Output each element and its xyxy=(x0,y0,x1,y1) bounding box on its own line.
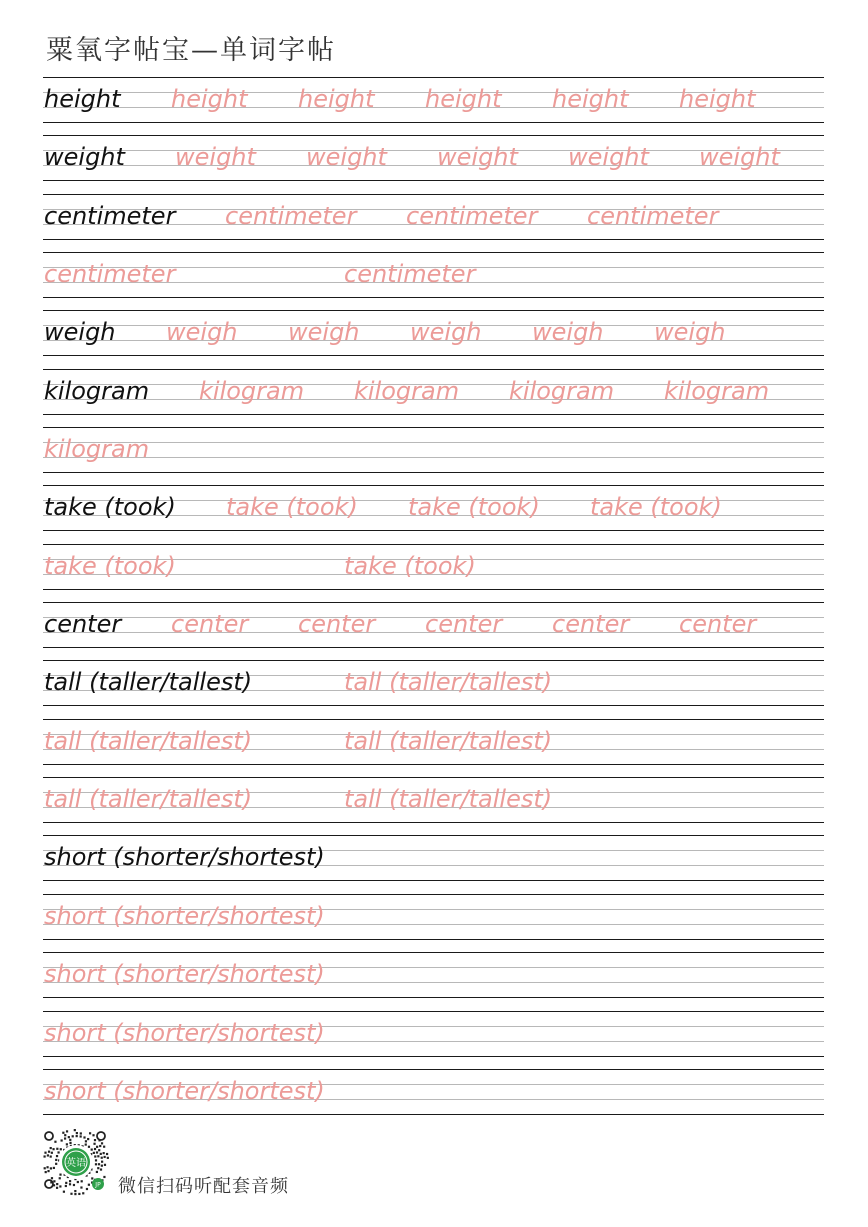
row-words xyxy=(44,140,824,174)
row-words xyxy=(44,490,824,524)
qr-dot xyxy=(64,1134,66,1136)
qr-dot xyxy=(80,1132,82,1134)
qr-dot xyxy=(56,1183,58,1185)
model-word: short (shorter/shortest) xyxy=(44,843,325,872)
trace-word: centimeter xyxy=(44,260,176,289)
trace-word: centimeter xyxy=(344,260,476,289)
row-words xyxy=(44,374,824,408)
qr-dot xyxy=(94,1155,96,1157)
qr-dot xyxy=(101,1165,103,1167)
ruling-line xyxy=(43,1056,824,1057)
ruling-line xyxy=(43,997,824,998)
qr-dot xyxy=(86,1188,88,1190)
row-words xyxy=(44,1074,824,1108)
qr-dot xyxy=(44,1152,46,1154)
trace-word: tall (taller/tallest) xyxy=(344,668,553,697)
trace-word: center xyxy=(425,610,503,639)
model-word: tall (taller/tallest) xyxy=(44,668,253,697)
row-words xyxy=(44,607,824,641)
ruling-line xyxy=(43,647,824,648)
qr-dot xyxy=(76,1132,78,1134)
row-words xyxy=(44,315,824,349)
trace-word: weigh xyxy=(532,318,604,347)
trace-word: tall (taller/tallest) xyxy=(44,726,253,755)
qr-dot xyxy=(96,1146,98,1148)
trace-word: height xyxy=(425,85,502,113)
ruling-line xyxy=(43,835,824,836)
qr-dot xyxy=(91,1177,93,1179)
row-words xyxy=(44,840,824,874)
ruling-line xyxy=(43,777,824,778)
qr-dot xyxy=(65,1185,67,1187)
trace-word: take (took) xyxy=(226,493,358,522)
ruling-line xyxy=(43,194,824,195)
row-words xyxy=(44,82,824,116)
qr-dot xyxy=(76,1135,78,1137)
qr-dot xyxy=(53,1180,55,1182)
qr-dot xyxy=(98,1149,100,1151)
small-badge-label: JP xyxy=(95,1181,101,1189)
qr-dot xyxy=(80,1186,82,1188)
writing-row xyxy=(43,485,824,543)
trace-word: centimeter xyxy=(406,201,538,230)
qr-dot xyxy=(103,1146,105,1148)
ruling-line xyxy=(43,544,824,545)
trace-word: take (took) xyxy=(408,493,540,522)
writing-row xyxy=(43,369,824,427)
trace-word: weigh xyxy=(288,318,360,347)
qr-dot xyxy=(56,1155,58,1157)
ruling-line xyxy=(43,122,824,123)
ruling-line xyxy=(43,427,824,428)
qr-dot xyxy=(93,1143,95,1145)
qr-dot xyxy=(62,1132,64,1134)
qr-dot xyxy=(101,1161,103,1163)
model-word: take (took) xyxy=(44,493,176,522)
qr-dot xyxy=(83,1136,85,1138)
writing-row xyxy=(43,135,824,193)
ruling-line xyxy=(43,880,824,881)
qr-dot xyxy=(69,1139,71,1141)
qr-dot xyxy=(95,1163,97,1165)
trace-word: kilogram xyxy=(664,376,770,405)
qr-dot xyxy=(96,1151,98,1153)
qr-code-icon[interactable] xyxy=(40,1126,112,1198)
qr-dot xyxy=(66,1130,68,1132)
qr-dot xyxy=(98,1163,100,1165)
qr-dot xyxy=(74,1129,76,1131)
copybook-rows xyxy=(43,77,824,1127)
model-word: center xyxy=(44,610,122,639)
ruling-line xyxy=(43,355,824,356)
trace-word: kilogram xyxy=(199,376,305,405)
ruling-line xyxy=(43,1011,824,1012)
qr-finder-mark xyxy=(45,1132,53,1140)
qr-dot xyxy=(103,1176,105,1178)
trace-word: weight xyxy=(568,143,649,172)
qr-dot xyxy=(106,1153,108,1155)
qr-dot xyxy=(100,1153,102,1155)
qr-dot xyxy=(95,1159,97,1161)
trace-word: short (shorter/shortest) xyxy=(44,1018,325,1047)
writing-row xyxy=(43,1069,824,1127)
trace-word: center xyxy=(552,610,630,639)
footer xyxy=(40,1126,440,1201)
qr-dot xyxy=(55,1163,57,1165)
qr-dot xyxy=(85,1140,87,1142)
qr-dot xyxy=(69,1180,71,1182)
trace-word: tall (taller/tallest) xyxy=(44,785,253,814)
ruling-line xyxy=(43,180,824,181)
qr-dot xyxy=(50,1147,52,1149)
qr-dot xyxy=(69,1183,71,1185)
ruling-line xyxy=(43,310,824,311)
row-words xyxy=(44,957,824,991)
qr-dot xyxy=(61,1139,63,1141)
trace-word: weigh xyxy=(654,318,726,347)
trace-word: height xyxy=(679,85,756,113)
trace-word: kilogram xyxy=(354,376,460,405)
ruling-line xyxy=(43,530,824,531)
qr-dot xyxy=(57,1151,59,1153)
writing-row xyxy=(43,835,824,893)
ruling-line xyxy=(43,719,824,720)
qr-dot xyxy=(97,1155,99,1157)
writing-row xyxy=(43,952,824,1010)
qr-dot xyxy=(45,1171,47,1173)
qr-dot xyxy=(66,1143,68,1145)
qr-dot xyxy=(80,1135,82,1137)
qr-dot xyxy=(92,1134,94,1136)
model-word: kilogram xyxy=(44,376,150,405)
ruling-line xyxy=(43,894,824,895)
writing-row xyxy=(43,777,824,835)
ruling-line xyxy=(43,589,824,590)
writing-row xyxy=(43,252,824,310)
trace-word: centimeter xyxy=(225,201,357,230)
qr-dot xyxy=(87,1138,89,1140)
row-words xyxy=(44,665,824,699)
trace-word: centimeter xyxy=(587,201,719,230)
trace-word: height xyxy=(171,85,248,113)
writing-row xyxy=(43,660,824,718)
qr-finder-mark xyxy=(45,1180,53,1188)
ruling-line xyxy=(43,485,824,486)
trace-word: weight xyxy=(699,143,780,172)
trace-word: kilogram xyxy=(509,376,615,405)
trace-word: tall (taller/tallest) xyxy=(344,726,553,755)
qr-dot xyxy=(53,1167,55,1169)
ruling-line xyxy=(43,1069,824,1070)
ruling-line xyxy=(43,77,824,78)
qr-dot xyxy=(55,1159,57,1161)
trace-word: short (shorter/shortest) xyxy=(44,901,325,930)
qr-dot xyxy=(103,1152,105,1154)
qr-dot xyxy=(59,1185,61,1187)
trace-word: take (took) xyxy=(44,551,176,580)
trace-word: center xyxy=(171,610,249,639)
qr-dot xyxy=(72,1135,74,1137)
qr-dot xyxy=(85,1143,87,1145)
trace-word: weigh xyxy=(166,318,238,347)
trace-word: center xyxy=(679,610,757,639)
model-word: centimeter xyxy=(44,201,176,230)
row-words xyxy=(44,549,824,583)
trace-word: center xyxy=(298,610,376,639)
qr-dot xyxy=(101,1157,103,1159)
qr-dot xyxy=(68,1136,70,1138)
writing-row xyxy=(43,894,824,952)
qr-dot xyxy=(96,1171,98,1173)
row-words xyxy=(44,899,824,933)
qr-dot xyxy=(82,1192,84,1194)
model-word: weight xyxy=(44,143,125,172)
qr-dot xyxy=(104,1156,106,1158)
qr-dot xyxy=(104,1164,106,1166)
qr-dot xyxy=(70,1193,72,1195)
trace-word: weight xyxy=(175,143,256,172)
writing-row xyxy=(43,310,824,368)
ruling-line xyxy=(43,1114,824,1115)
qr-dot xyxy=(43,1155,45,1157)
model-word: height xyxy=(44,85,121,113)
qr-dot xyxy=(99,1145,101,1147)
ruling-line xyxy=(43,369,824,370)
qr-dot xyxy=(59,1174,61,1176)
writing-row xyxy=(43,427,824,485)
qr-dot xyxy=(74,1190,76,1192)
qr-dot xyxy=(47,1154,49,1156)
ruling-line xyxy=(43,764,824,765)
ruling-line xyxy=(43,660,824,661)
ruling-line xyxy=(43,822,824,823)
trace-word: weigh xyxy=(410,318,482,347)
row-words xyxy=(44,199,824,233)
footer-caption: 微信扫码听配套音频 xyxy=(118,1176,289,1197)
row-words xyxy=(44,257,824,291)
trace-word: short (shorter/shortest) xyxy=(44,1076,325,1105)
trace-word: take (took) xyxy=(590,493,722,522)
qr-dot xyxy=(64,1137,66,1139)
qr-dot xyxy=(88,1146,90,1148)
trace-word: kilogram xyxy=(44,435,150,464)
qr-dot xyxy=(56,1187,58,1189)
qr-dot xyxy=(73,1184,75,1186)
trace-word: weight xyxy=(437,143,518,172)
qr-dot xyxy=(65,1182,67,1184)
qr-dot xyxy=(91,1148,93,1150)
trace-word: weight xyxy=(306,143,387,172)
writing-row xyxy=(43,77,824,135)
writing-row xyxy=(43,1011,824,1069)
trace-word: height xyxy=(298,85,375,113)
qr-dot xyxy=(93,1152,95,1154)
qr-dot xyxy=(69,1142,71,1144)
qr-dot xyxy=(107,1157,109,1159)
qr-dot xyxy=(78,1193,80,1195)
qr-dot xyxy=(100,1168,102,1170)
row-words xyxy=(44,1016,824,1050)
qr-dot xyxy=(94,1139,96,1141)
trace-word: short (shorter/shortest) xyxy=(44,960,325,989)
ruling-line xyxy=(43,135,824,136)
qr-dot xyxy=(50,1155,52,1157)
ruling-line xyxy=(43,952,824,953)
model-word: weigh xyxy=(44,318,116,347)
trace-word: tall (taller/tallest) xyxy=(344,785,553,814)
ruling-line xyxy=(43,602,824,603)
qr-dot xyxy=(74,1193,76,1195)
qr-finder-mark xyxy=(97,1132,105,1140)
ruling-line xyxy=(43,472,824,473)
qr-dot xyxy=(46,1166,48,1168)
ruling-line xyxy=(43,939,824,940)
qr-dot xyxy=(48,1151,50,1153)
qr-dot xyxy=(56,1148,58,1150)
qr-dot xyxy=(52,1148,54,1150)
trace-word: take (took) xyxy=(344,551,476,580)
writing-row xyxy=(43,602,824,660)
row-words xyxy=(44,432,824,466)
qr-dot xyxy=(59,1177,61,1179)
qr-dot xyxy=(101,1142,103,1144)
qr-dot xyxy=(51,1152,53,1154)
row-words xyxy=(44,782,824,816)
qr-dot xyxy=(47,1170,49,1172)
row-words xyxy=(44,724,824,758)
ruling-line xyxy=(43,414,824,415)
ruling-line xyxy=(43,252,824,253)
qr-dot xyxy=(63,1191,65,1193)
qr-dot xyxy=(81,1180,83,1182)
trace-word: height xyxy=(552,85,629,113)
qr-dot xyxy=(89,1132,91,1134)
ruling-line xyxy=(43,297,824,298)
ruling-line xyxy=(43,239,824,240)
qr-dot xyxy=(44,1167,46,1169)
badge-label: 英语 xyxy=(66,1158,86,1169)
qr-dot xyxy=(88,1184,90,1186)
writing-row xyxy=(43,194,824,252)
writing-row xyxy=(43,544,824,602)
qr-dot xyxy=(51,1177,53,1179)
qr-dot xyxy=(60,1148,62,1150)
qr-dot xyxy=(54,1141,56,1143)
qr-dot xyxy=(77,1181,79,1183)
writing-row xyxy=(43,719,824,777)
page-title: 粟氧字帖宝—单词字帖 xyxy=(46,35,336,66)
qr-dot xyxy=(50,1167,52,1169)
qr-dot xyxy=(94,1148,96,1150)
ruling-line xyxy=(43,705,824,706)
qr-dot xyxy=(97,1167,99,1169)
